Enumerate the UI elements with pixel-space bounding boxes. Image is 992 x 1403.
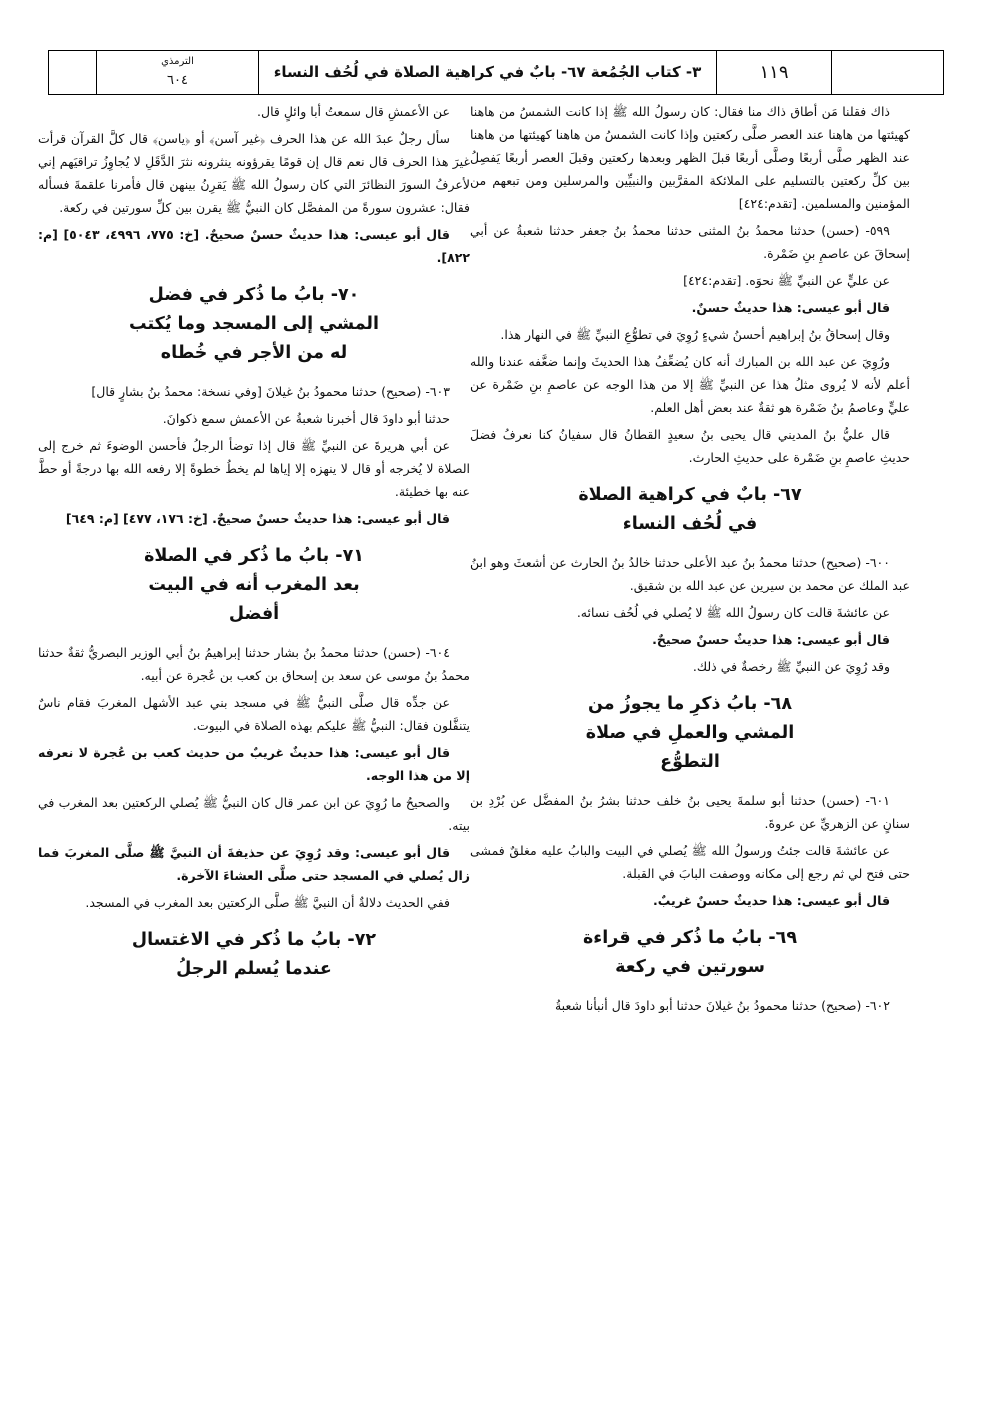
commentary-paragraph: قال أبو عيسى: هذا حديثٌ غريبٌ من حديث كعب بن عُجرة لا نعرفه إلا من هذا الوجه. [38, 745, 470, 783]
commentary-paragraph: قال أبو عيسى: هذا حديثٌ حسنٌ صحيحٌ. [خ: ١٧٦، ٤٧٧] [م: ٦٤٩] [65, 511, 450, 526]
hadith-paragraph: وقال إسحاقُ بنُ إبراهيم أحسنُ شيءٍ رُوِيَ في تطوُّعِ النبيِّ ﷺ في النهار هذا. [500, 327, 890, 342]
chapter-title: ٣- كتاب الجُمُعة ٦٧- بابٌ في كراهية الصلاة في لُحُف النساء [273, 63, 702, 81]
hadith-paragraph: عن عائشةَ قالت جئتُ ورسولُ الله ﷺ يُصلي في البيت والبابُ عليه مغلقٌ فمشى حتى فتح لي ثم رجع إلى مكانه ووصفت البابَ في القبلة. [470, 843, 910, 881]
commentary-paragraph: قال أبو عيسى: هذا حديثٌ حسنٌ غريبٌ. [653, 893, 890, 908]
chapter-heading: ٧٠- بابُ ما ذُكر في فضل المشي إلى المسجد وما يُكتب له من الأجر في خُطاه [129, 285, 379, 363]
header-empty-cell-left [49, 51, 97, 94]
hadith-paragraph: عن جدِّه قال صلَّى النبيُّ ﷺ في مسجد بني عبد الأشهل المغربَ فقام ناسٌ يتنفَّلون فقال: النبيُّ ﷺ عليكم بهذه الصلاة في البيوت. [38, 695, 470, 733]
page-number-cell [717, 51, 832, 94]
page-header [48, 50, 944, 95]
chapter-heading: ٧٢- بابُ ما ذُكر في الاغتسال عندما يُسلم الرجلُ [131, 930, 377, 979]
hadith-paragraph: عن الأعمشِ قال سمعتُ أبا وائلٍ قال. [257, 104, 450, 119]
hadith-paragraph: ٦٠١- (حسن) حدثنا أبو سلمةَ يحيى بنُ خلف حدثنا بشرُ بنُ المفضَّل عن بُرْدِ بن سنانٍ عن الزهريِّ عن عروةَ. [470, 793, 910, 831]
hadith-paragraph: ٦٠٠- (صحيح) حدثنا محمدُ بنُ عبد الأعلى حدثنا خالدُ بنُ الحارث عن أشعثَ وهو ابنُ عبد الملك عن محمد بن سيرين عن عبد الله بن شقيق. [470, 555, 910, 593]
hadith-paragraph: حدثنا أبو داودَ قال أخبرنا شعبةُ عن الأعمش سمع ذكوانَ. [162, 411, 450, 426]
hadith-paragraph: ٦٠٢- (صحيح) حدثنا محمودُ بنُ غيلانَ حدثنا أبو داودَ قال أنبأنا شعبةُ [554, 998, 890, 1013]
hadith-paragraph: ورُوِيَ عن عبد الله بن المبارك أنه كان يُضعِّفُ هذا الحديثَ وإنما ضعَّفه عندنا والله أعلم لأنه لا يُروى مثلُ هذا عن النبيِّ ﷺ إلا من هذا الوجه عن عاصمِ بنِ ضَمْرة عن عليٍّ وعاصمُ بنُ ضَمْرة هو ثقةٌ عند بعض أهل العلم. [470, 354, 910, 415]
hadith-paragraph: عن أبي هريرةَ عن النبيِّ ﷺ قال إذا توضأ الرجلُ فأحسن الوضوءَ ثم خرج إلى الصلاة لا يُخرجه أو قال لا ينهزه إلا إياها لم يخطُ خطوةً إلا رفعه الله بها درجةً أو حطَّ عنه بها خطيئة. [38, 438, 470, 499]
chapter-heading: ٦٧- بابٌ في كراهية الصلاة في لُحُف النساء [578, 485, 802, 534]
commentary-paragraph: قال أبو عيسى: هذا حديثٌ حسنٌ صحيحٌ. [خ: ٧٧٥، ٤٩٩٦، ٥٠٤٣] [م: ٨٢٢]. [38, 227, 470, 265]
chapter-title-cell [259, 51, 717, 94]
chapter-heading: ٦٩- بابُ ما ذُكر في قراءة سورتين في ركعة [582, 928, 798, 977]
hadith-paragraph: ٦٠٤- (حسن) حدثنا محمدُ بنُ بشار حدثنا إبراهيمُ بنُ أبي الوزير البصريُّ ثقةٌ حدثنا محمدُ بنُ موسى عن سعد بن إسحاق بن كعب بن عُجرة عن أبيه. [38, 645, 470, 683]
hadith-paragraph: عن عائشةَ قالت كان رسولُ الله ﷺ لا يُصلي في لُحُف نسائه. [576, 605, 890, 620]
left-column [38, 100, 470, 996]
commentary-paragraph: قال أبو عيسى: هذا حديثٌ حسنٌ. [691, 300, 890, 315]
source-number: ٦٠٤ [167, 73, 188, 88]
right-column [470, 100, 910, 1021]
page-number: ١١٩ [759, 62, 789, 83]
commentary-paragraph: قال أبو عيسى: وقد رُوِيَ عن حذيفةَ أن النبيَّ ﷺ صلَّى المغربَ فما زال يُصلي في المسجد حتى صلَّى العشاءَ الآخرة. [38, 845, 470, 883]
hadith-paragraph: والصحيحُ ما رُوِيَ عن ابن عمر قال كان النبيُّ ﷺ يُصلي الركعتين بعد المغرب في بيته. [38, 795, 470, 833]
chapter-heading: ٧١- بابُ ما ذُكر في الصلاة بعد المغرب أنه في البيت أفضل [144, 546, 364, 624]
commentary-paragraph: قال أبو عيسى: هذا حديثٌ حسنٌ صحيحٌ. [652, 632, 890, 647]
hadith-paragraph: سأل رجلٌ عبدَ الله عن هذا الحرف ﴿غير آسن﴾ أو ﴿ياسن﴾ قال كلَّ القرآن قرأت غيرَ هذا الحرف قال نعم قال إن قومًا يقرؤونه ينثرونه نثرَ الدَّقَلِ لا يُجاوِزُ تراقيَهم إني لأعرفُ السورَ النظائرَ التي كان رسولُ الله ﷺ يَقرِنُ بينهن قال فأمرنا علقمةَ فسأله فقال: عشرون سورةً من المفصَّل كان النبيُّ ﷺ يقرن بين كلِّ سورتين في ركعة. [38, 131, 470, 215]
hadith-paragraph: ففي الحديث دلالةٌ أن النبيَّ ﷺ صلَّى الركعتين بعد المغرب في المسجد. [85, 895, 450, 910]
header-empty-cell-right [832, 51, 943, 94]
hadith-paragraph: ٦٠٣- (صحيح) حدثنا محمودُ بنُ غيلانَ [وفي نسخة: محمدُ بنُ بشارٍ قال] [91, 384, 450, 399]
hadith-paragraph: ٥٩٩- (حسن) حدثنا محمدُ بنُ المثنى حدثنا محمدُ بنُ جعفر حدثنا شعبةُ عن أبي إسحاقَ عن عاصمِ بنِ ضَمْرة. [470, 223, 910, 261]
hadith-paragraph: عن عليٍّ عن النبيِّ ﷺ نحوَه. [تقدم:٤٢٤] [683, 273, 890, 288]
hadith-paragraph: ذاك فقلنا مَن أطاق ذاك منا فقال: كان رسولُ الله ﷺ إذا كانت الشمسُ من هاهنا كهيئتها من هاهنا عند العصر صلَّى ركعتين وإذا كانت الشمسُ من هاهنا كهيئتها من هاهنا عند الظهر صلَّى أربعًا وصلَّى أربعًا قبلَ الظهر وبعدها ركعتين وقبلَ العصر أربعًا يَفصِلُ بين كلِّ ركعتين بالتسليم على الملائكة المقرَّبين والنبيِّين والمرسلين ومن تبعهم من المؤمنين والمسلمين. [تقدم:٤٢٤] [470, 104, 910, 211]
source-label: الترمذي [161, 56, 194, 67]
chapter-heading: ٦٨- بابُ ذكرِ ما يجوزُ من المشي والعملِ في صلاة التطوُّع [585, 694, 795, 772]
source-reference [97, 51, 259, 94]
hadith-paragraph: قال عليُّ بنُ المديني قال يحيى بنُ سعيدٍ القطانُ قال سفيانُ كنا نعرفُ فضلَ حديثِ عاصمِ بنِ ضَمْرة على حديثِ الحارث. [470, 427, 910, 465]
hadith-paragraph: وقد رُوِيَ عن النبيِّ ﷺ رخصةٌ في ذلك. [692, 659, 890, 674]
